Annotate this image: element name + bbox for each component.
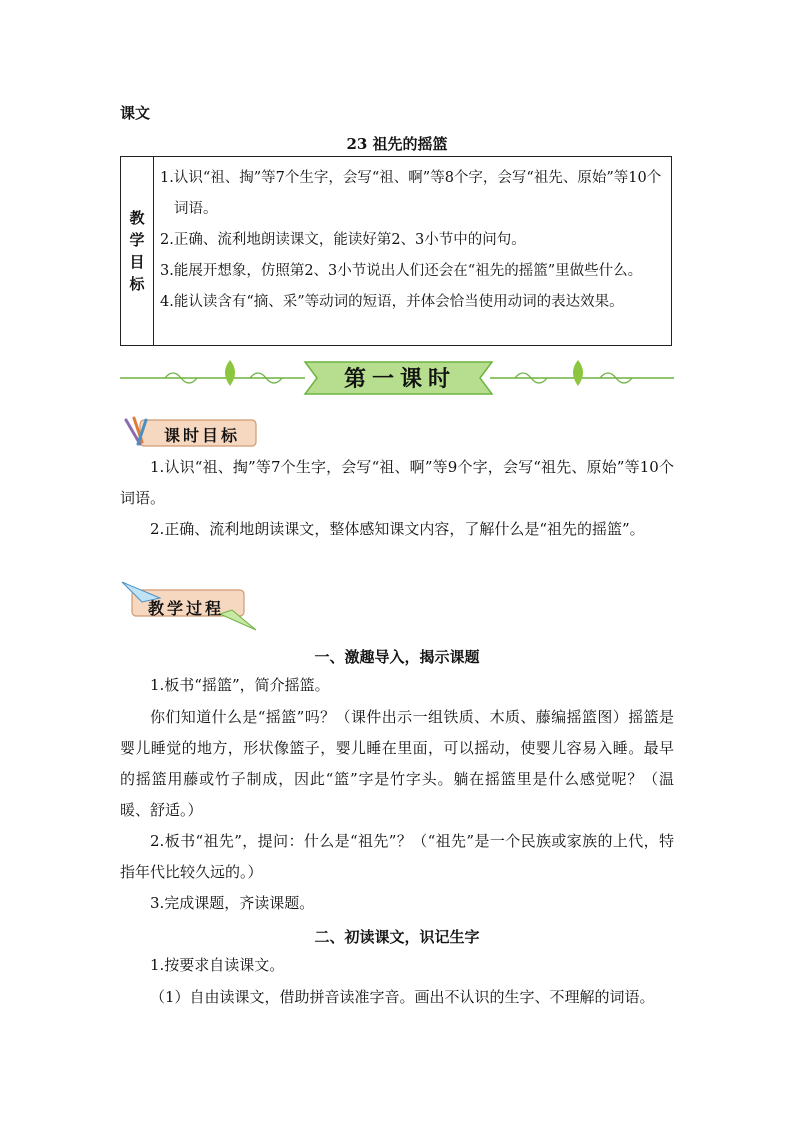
goal-item: 3.能展开想象，仿照第2、3小节说出人们还会在“祖先的摇篮”里做些什么。 [160,263,643,279]
lesson-goal-1: 1.认识“祖、掏”等7个生字，会写“祖、啊”等9个字，会写“祖先、原始”等10个词语。 [120,458,674,507]
lesson-goal-2: 2.正确、流利地朗读课文，整体感知课文内容，了解什么是“祖先的摇篮”。 [150,520,645,538]
part2-heading: 二、初读课文，识记生字 [314,928,480,946]
lesson-goals-tag-label: 课时目标 [164,426,241,445]
part1-heading: 一、激趣导入，揭示课题 [314,648,480,666]
part1-para-1: 1.板书“摇篮”，简介摇篮。 [150,676,330,694]
teaching-goals-table [120,156,672,346]
goal-item: 1.认识“祖、掏”等7个生字，会写“祖、啊”等8个字，会写“祖先、原始”等10个词语。 [160,170,662,217]
banner-title: 第一课时 [343,366,456,392]
teaching-process-tag-label: 教学过程 [148,599,225,618]
section-label: 课文 [120,104,151,122]
part2-para-2: （1）自由读课文，借助拼音读准字音。画出不认识的生字、不理解的词语。 [150,988,655,1006]
part2-para-1: 1.按要求自读课文。 [150,956,285,974]
lesson-title: 23 祖先的摇篮 [346,135,448,153]
goals-header-char: 教 [129,209,145,227]
goals-header-char: 学 [129,231,145,249]
goal-item: 2.正确、流利地朗读课文，能读好第2、3小节中的问句。 [160,232,526,248]
leaf-icon [225,360,235,386]
goals-header-char: 目 [129,253,145,271]
part1-para-2: 你们知道什么是“摇篮”吗？（课件出示一组铁质、木质、藤编摇篮图）摇篮是婴儿睡觉的地方，形状像篮子，婴儿睡在里面，可以摇动，使婴儿容易入睡。最早的摇篮用藤或竹子制成，因此“篮”字是竹字头。躺在摇篮里是什么感觉呢？（温暖、舒适。） [120,708,674,819]
goals-header [121,157,154,345]
part1-para-3: 2.板书“祖先”，提问：什么是“祖先”？（“祖先”是一个民族或家族的上代，特指年代比较久远的。） [120,832,674,881]
goals-list [154,157,671,345]
goal-item: 4.能认读含有“摘、采”等动词的短语，并体会恰当使用动词的表达效果。 [160,294,624,310]
part1-para-4: 3.完成课题，齐读课题。 [150,894,315,912]
leaf-icon [573,360,583,386]
goals-header-char: 标 [129,275,145,293]
